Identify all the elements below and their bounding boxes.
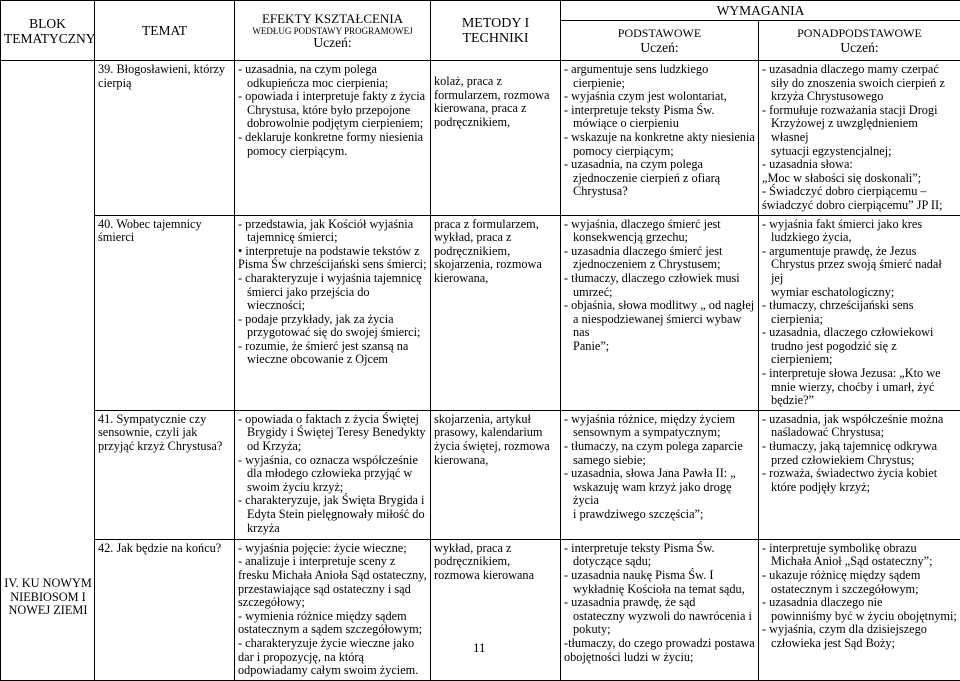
text-line: wskazuję wam krzyż jako drogę życia: [564, 481, 755, 508]
text-line: - charakteryzuje i wyjaśnia tajemnicę: [238, 272, 427, 286]
text-line: Chrystus przez swoją śmierć nadał jej: [762, 258, 957, 285]
text-line: - argumentuje prawdę, że Jezus: [762, 245, 957, 259]
text-line: pokuty;: [564, 623, 755, 637]
text-line: - charakteryzuje życie wieczne jako: [238, 637, 427, 651]
table-row: [1, 539, 960, 680]
text-line: przed człowiekiem Chrystus;: [762, 454, 957, 468]
text-line: swoim życiu krzyż;: [238, 481, 427, 495]
header-wymagania: WYMAGANIA: [561, 1, 960, 21]
text-line: - wskazuje na konkretne akty niesienia: [564, 131, 755, 145]
text-line: - argumentuje sens ludzkiego: [564, 63, 755, 77]
text-line: - uzasadnia dlaczego mamy czerpać: [762, 63, 957, 77]
text-line: które podjęły krzyż;: [762, 481, 957, 495]
text-line: • interpretuje na podstawie tekstów z: [238, 245, 427, 259]
text-line: ostatecznym i szczegółowym;: [762, 583, 957, 597]
text-line: dar i propozycję, na którą: [238, 651, 427, 665]
text-line: Chrystusa, które było przepojone: [238, 104, 427, 118]
text-line: odkupieńcza moc cierpienia;: [238, 77, 427, 91]
text-line: fresku Michała Anioła Sąd ostateczny,: [238, 569, 427, 583]
text-line: - uzasadnia, na czym polega: [238, 63, 427, 77]
header-blok: BLOK TEMATYCZNY: [1, 1, 95, 61]
ponad-cell: [759, 215, 960, 410]
text-line: - uzasadnia, dlaczego człowiekowi: [762, 326, 957, 340]
text-line: siły do znoszenia swoich cierpień z: [762, 77, 957, 91]
text-line: sytuacji egzystencjalnej;: [762, 145, 957, 159]
text-line: dotyczące sądu;: [564, 555, 755, 569]
metody-cell: kolaż, praca z formularzem, rozmowa kierowana, praca z podręcznikiem,: [431, 61, 561, 216]
text-line: - wymienia różnice między sądem: [238, 610, 427, 624]
text-line: wieczne obcowanie z Ojcem: [238, 353, 427, 367]
text-line: „Moc w słabości się doskonali”;: [762, 172, 957, 186]
text-line: będzie?”: [762, 394, 957, 408]
text-line: ludzkiego życia,: [762, 231, 957, 245]
text-line: -tłumaczy, do czego prowadzi postawa: [564, 637, 755, 651]
text-line: - wyjaśnia pojęcie: życie wieczne;: [238, 542, 427, 556]
header-ponad-uczen: Uczeń:: [762, 41, 957, 55]
text-line: szczegółowy;: [238, 596, 427, 610]
header-efekty-uczen: Uczeń:: [238, 36, 427, 50]
text-line: - uzasadnia dlaczego nie: [762, 596, 957, 610]
text-line: śmierci jako przejścia do wieczności;: [238, 286, 427, 313]
temat-cell: 39. Błogosławieni, którzy cierpią: [95, 61, 235, 216]
text-line: Edyta Stein pielęgnowały miłość do: [238, 508, 427, 522]
text-line: ostateczny wyzwoli do nawrócenia i: [564, 610, 755, 624]
text-line: - interpretuje teksty Pisma Św.: [564, 104, 755, 118]
table-row: [1, 215, 960, 410]
metody-cell: skojarzenia, artykuł prasowy, kalendarium życia świętej, rozmowa kierowana,: [431, 410, 561, 539]
text-line: Michała Anioł „Sąd ostateczny”;: [762, 555, 957, 569]
text-line: - interpretuje teksty Pisma Św.: [564, 542, 755, 556]
text-line: świadczyć dobro cierpiącemu” JP II;: [762, 199, 957, 213]
text-line: - tłumaczy, dlaczego człowiek musi: [564, 272, 755, 286]
text-line: - wyjaśnia, czym dla dzisiejszego: [762, 623, 957, 637]
text-line: Panie”;: [564, 340, 755, 354]
text-line: samego siebie;: [564, 454, 755, 468]
header-efekty-title: EFEKTY KSZTAŁCENIA: [238, 12, 427, 26]
text-line: - tłumaczy, chrześcijański sens: [762, 299, 957, 313]
text-line: mówiące o cierpieniu: [564, 117, 755, 131]
header-efekty-sub: WEDŁUG PODSTAWY PROGRAMOWEJ: [238, 26, 427, 36]
text-line: - tłumaczy, na czym polega zaparcie: [564, 440, 755, 454]
text-line: sensownym a sympatycznym;: [564, 426, 755, 440]
text-line: - opowiada i interpretuje fakty z życia: [238, 90, 427, 104]
table-row: [1, 410, 960, 539]
text-line: krzyża Chrystusowego: [762, 90, 957, 104]
ponad-cell: [759, 410, 960, 539]
podstawowe-cell: [561, 61, 759, 216]
text-line: tajemnicę śmierci;: [238, 231, 427, 245]
text-line: - tłumaczy, jaką tajemnicę odkrywa: [762, 440, 957, 454]
metody-cell: praca z formularzem, wykład, praca z podręcznikiem, skojarzenia, rozmowa kierowana,: [431, 215, 561, 410]
text-line: - podaje przykłady, jak za życia: [238, 313, 427, 327]
text-line: - opowiada o faktach z życia Świętej: [238, 413, 427, 427]
efekty-cell: [235, 215, 431, 410]
text-line: - analizuje i interpretuje sceny z: [238, 555, 427, 569]
text-line: cierpienie;: [564, 77, 755, 91]
text-line: ostatecznym a sądem szczegółowym;: [238, 623, 427, 637]
text-line: - wyjaśnia, co oznacza współcześnie: [238, 454, 427, 468]
text-line: - uzasadnia naukę Pisma Św. I: [564, 569, 755, 583]
text-line: - uzasadnia słowa:: [762, 158, 957, 172]
text-line: krzyża: [238, 522, 427, 536]
table-row: [1, 61, 960, 216]
text-line: naśladować Chrystusa;: [762, 426, 957, 440]
podstawowe-cell: [561, 215, 759, 410]
efekty-cell: [235, 61, 431, 216]
text-line: - uzasadnia, na czym polega: [564, 158, 755, 172]
efekty-cell: [235, 539, 431, 680]
text-line: - uzasadnia prawdę, że sąd: [564, 596, 755, 610]
text-line: - wyjaśnia czym jest wolontariat,: [564, 90, 755, 104]
text-line: trudno jest pogodzić się z cierpieniem;: [762, 340, 957, 367]
text-line: dla młodego człowieka przyjąć w: [238, 467, 427, 481]
text-line: - rozumie, że śmierć jest szansą na: [238, 340, 427, 354]
header-podstawowe-uczen: Uczeń:: [564, 41, 755, 55]
text-line: umrzeć;: [564, 286, 755, 300]
text-line: pomocy cierpiącym;: [564, 145, 755, 159]
text-line: - uzasadnia dlaczego śmierć jest: [564, 245, 755, 259]
text-line: mnie wierzy, choćby i umarł, żyć: [762, 381, 957, 395]
header-podstawowe-title: PODSTAWOWE: [564, 27, 755, 41]
text-line: - Świadczyć dobro cierpiącemu –: [762, 185, 957, 199]
text-line: a niespodziewanej śmierci wybaw nas: [564, 313, 755, 340]
temat-cell: 40. Wobec tajemnicy śmierci: [95, 215, 235, 410]
text-line: - przedstawia, jak Kościół wyjaśnia: [238, 218, 427, 232]
efekty-cell: [235, 410, 431, 539]
text-line: - interpretuje symbolikę obrazu: [762, 542, 957, 556]
text-line: - uzasadnia, słowa Jana Pawła II: „: [564, 467, 755, 481]
blok-label: IV. KU NOWYM NIEBIOSOM I NOWEJ ZIEMI: [4, 577, 92, 618]
text-line: konsekwencją grzechu;: [564, 231, 755, 245]
text-line: pomocy cierpiącym.: [238, 145, 427, 159]
text-line: Pisma Św chrześcijański sens śmierci;: [238, 258, 427, 272]
text-line: - rozważa, świadectwo życia kobiet: [762, 467, 957, 481]
text-line: wymiar eschatologiczny;: [762, 286, 957, 300]
podstawowe-cell: [561, 539, 759, 680]
text-line: Brygidy i Świętej Teresy Benedykty: [238, 426, 427, 440]
temat-cell: 42. Jak będzie na końcu?: [95, 539, 235, 680]
page-number: 11: [473, 640, 486, 656]
text-line: i prawdziwego szczęścia”;: [564, 508, 755, 522]
text-line: zjednoczenie cierpień z ofiarą: [564, 172, 755, 186]
text-line: Chrystusa?: [564, 185, 755, 199]
text-line: Krzyżowej z uwzględnieniem własnej: [762, 117, 957, 144]
metody-cell: wykład, praca z podręcznikiem, rozmowa kierowana: [431, 539, 561, 680]
text-line: - deklaruje konkretne formy niesienia: [238, 131, 427, 145]
text-line: od Krzyża;: [238, 440, 427, 454]
text-line: zjednoczeniem z Chrystusem;: [564, 258, 755, 272]
header-ponad-title: PONADPODSTAWOWE: [762, 27, 957, 41]
text-line: człowieka jest Sąd Boży;: [762, 637, 957, 651]
text-line: - interpretuje słowa Jezusa: „Kto we: [762, 367, 957, 381]
text-line: przestawiające sąd ostateczny i sąd: [238, 583, 427, 597]
header-metody: METODY I TECHNIKI: [431, 1, 561, 61]
text-line: - objaśnia, słowa modlitwy „ od nagłej: [564, 299, 755, 313]
text-line: - wyjaśnia różnice, między życiem: [564, 413, 755, 427]
text-line: - uzasadnia, jak współcześnie można: [762, 413, 957, 427]
header-podstawowe: [561, 21, 759, 61]
text-line: - ukazuje różnicę między sądem: [762, 569, 957, 583]
text-line: - formułuje rozważania stacji Drogi: [762, 104, 957, 118]
text-line: przygotować się do swojej śmierci;: [238, 326, 427, 340]
text-line: obojętności ludzi w życiu;: [564, 651, 755, 665]
ponad-cell: [759, 61, 960, 216]
podstawowe-cell: [561, 410, 759, 539]
text-line: dobrowolnie podjętym cierpieniem;: [238, 117, 427, 131]
text-line: powinniśmy być w życiu obojętnymi;: [762, 610, 957, 624]
text-line: wykładnię Kościoła na temat sądu,: [564, 583, 755, 597]
text-line: - wyjaśnia, dlaczego śmierć jest: [564, 218, 755, 232]
header-ponad: [759, 21, 960, 61]
text-line: odpowiadamy całym swoim życiem.: [238, 664, 427, 678]
header-efekty: [235, 1, 431, 61]
text-line: - charakteryzuje, jak Święta Brygida i: [238, 494, 427, 508]
temat-cell: 41. Sympatycznie czy sensownie, czyli jak przyjąć krzyż Chrystusa?: [95, 410, 235, 539]
header-temat: TEMAT: [95, 1, 235, 61]
ponad-cell: [759, 539, 960, 680]
text-line: - wyjaśnia fakt śmierci jako kres: [762, 218, 957, 232]
text-line: cierpienia;: [762, 313, 957, 327]
